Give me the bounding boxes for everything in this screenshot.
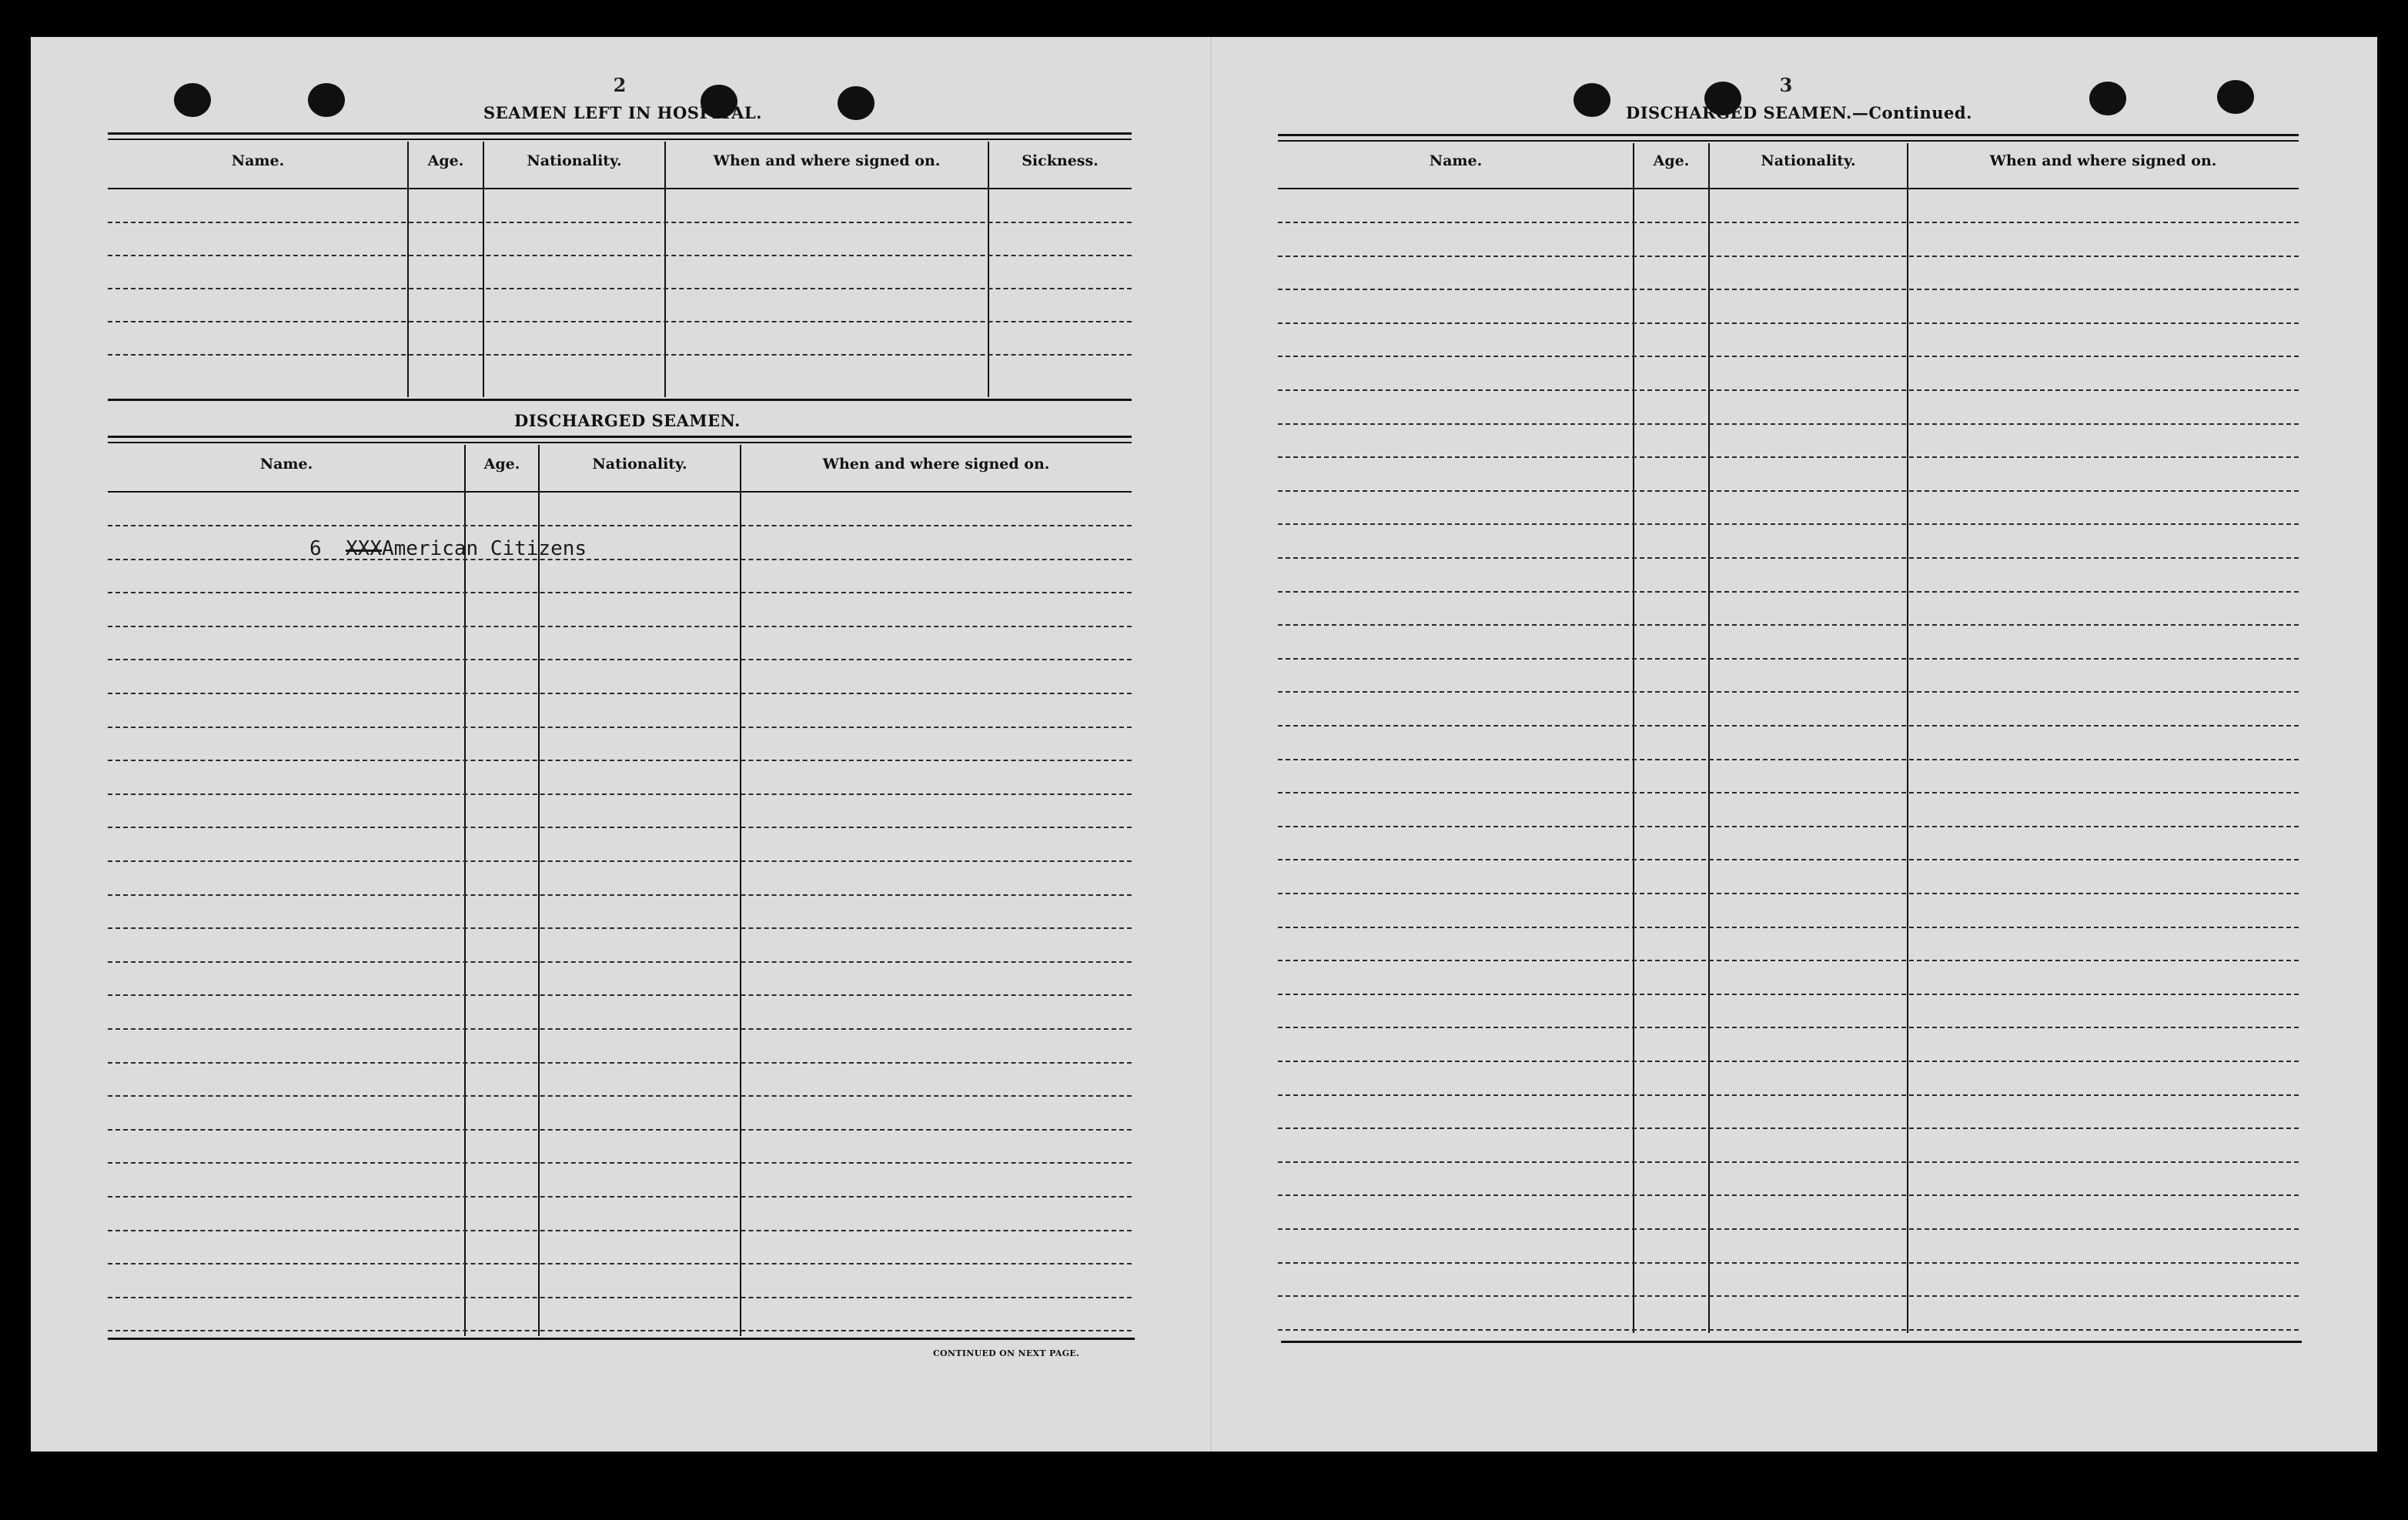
discharged-table-bottom-rule (108, 1338, 1135, 1340)
discharged-col-age: Age. (483, 456, 520, 473)
discharged-header-rule (108, 491, 1132, 493)
ruled-line (1278, 1061, 2299, 1062)
hospital-col-divider (483, 142, 484, 397)
ruled-line (1278, 423, 2299, 425)
ruled-line (108, 255, 1132, 256)
typed-entry-text: American Citizens (381, 537, 587, 560)
ruled-line (1278, 289, 2299, 290)
discharged-col-divider (464, 445, 466, 1336)
right-table-bottom-rule (1281, 1341, 2302, 1343)
ruled-line (108, 1263, 1132, 1264)
ruled-line (1278, 1295, 2299, 1297)
right-title-main: DISCHARGED SEAMEN. (1626, 103, 1852, 122)
ruled-line (108, 659, 1132, 660)
hospital-section-title: SEAMEN LEFT IN HOSPITAL. (483, 103, 762, 122)
hospital-header-rule (108, 188, 1132, 189)
ruled-line (108, 927, 1132, 929)
typed-entry (309, 537, 587, 560)
ruled-line (1278, 1329, 2299, 1331)
typed-entry-count: 6 (309, 537, 322, 560)
hospital-table-top-rule-2 (108, 139, 1132, 140)
ruled-line (108, 1297, 1132, 1298)
ruled-line (108, 1196, 1132, 1198)
ruled-line (108, 354, 1132, 356)
ruled-line (1278, 826, 2299, 827)
page-number-left: 2 (613, 74, 627, 96)
ruled-line (1278, 927, 2299, 928)
ruled-line (1278, 557, 2299, 559)
hospital-col-divider (407, 142, 409, 397)
ruled-line (1278, 893, 2299, 894)
ruled-line (108, 860, 1132, 862)
ruled-line (1278, 859, 2299, 860)
ruled-line (1278, 624, 2299, 626)
ruled-line (1278, 691, 2299, 693)
ruled-line (1278, 1161, 2299, 1163)
ruled-line (108, 793, 1132, 795)
punch-hole (1574, 83, 1610, 117)
document-sheet (31, 37, 2377, 1452)
discharged-col-signed-on: When and where signed on. (822, 456, 1050, 473)
ruled-line (1278, 960, 2299, 961)
ruled-line (108, 559, 1132, 560)
right-title-continued: —Continued. (1851, 103, 1972, 122)
ruled-line (108, 760, 1132, 761)
ruled-line (108, 1230, 1132, 1231)
ruled-line (1278, 1127, 2299, 1129)
punch-hole (2217, 80, 2254, 114)
right-col-name: Name. (1429, 152, 1483, 169)
ruled-line (1278, 389, 2299, 391)
hospital-col-name: Name. (231, 152, 285, 169)
ruled-line (1278, 256, 2299, 257)
ruled-line (1278, 356, 2299, 357)
discharged-table-top-rule-2 (108, 442, 1132, 443)
typed-entry-struck: XXX (345, 537, 382, 560)
ruled-line (108, 1330, 1132, 1331)
hospital-col-divider (988, 142, 989, 397)
ruled-line (1278, 725, 2299, 727)
ruled-line (1278, 1194, 2299, 1196)
ruled-line (1278, 1094, 2299, 1096)
ruled-line (108, 321, 1132, 322)
continued-footer: CONTINUED ON NEXT PAGE. (933, 1348, 1080, 1358)
discharged-col-name: Name. (259, 456, 313, 473)
ruled-line (108, 1162, 1132, 1164)
right-col-signed-on: When and where signed on. (1989, 152, 2217, 169)
ruled-line (1278, 658, 2299, 660)
ruled-line (108, 525, 1132, 526)
right-col-age: Age. (1653, 152, 1690, 169)
ruled-line (108, 894, 1132, 896)
hospital-table-bottom-rule (108, 399, 1132, 401)
discharged-col-divider (538, 445, 540, 1336)
right-table-top-rule-2 (1278, 140, 2299, 142)
hospital-col-signed-on: When and where signed on. (713, 152, 941, 169)
ruled-line (108, 626, 1132, 627)
discharged-col-divider (740, 445, 741, 1336)
ruled-line (108, 727, 1132, 728)
ruled-line (108, 961, 1132, 963)
punch-hole (2089, 82, 2126, 115)
ruled-line (108, 1062, 1132, 1064)
ruled-line (1278, 523, 2299, 525)
ruled-line (1278, 456, 2299, 458)
hospital-table-top-rule (108, 132, 1132, 135)
ruled-line (108, 693, 1132, 694)
page-fold (1210, 37, 1212, 1452)
punch-hole (174, 83, 211, 117)
right-section-title (1626, 103, 1972, 122)
discharged-table-top-rule (108, 436, 1132, 438)
punch-hole (838, 86, 875, 120)
discharged-section-title: DISCHARGED SEAMEN. (514, 411, 741, 430)
ruled-line (108, 1028, 1132, 1030)
ruled-line (1278, 1228, 2299, 1230)
ruled-line (108, 1095, 1132, 1097)
hospital-col-age: Age. (427, 152, 464, 169)
ruled-line (108, 592, 1132, 593)
hospital-col-sickness: Sickness. (1022, 152, 1099, 169)
hospital-col-nationality: Nationality. (527, 152, 622, 169)
right-header-rule (1278, 188, 2299, 189)
ruled-line (1278, 994, 2299, 995)
ruled-line (108, 1129, 1132, 1131)
ruled-line (1278, 591, 2299, 593)
ruled-line (108, 827, 1132, 828)
page-number-right: 3 (1779, 74, 1793, 96)
punch-hole (308, 83, 345, 117)
ruled-line (1278, 759, 2299, 760)
ruled-line (108, 288, 1132, 289)
ruled-line (108, 994, 1132, 996)
ruled-line (108, 222, 1132, 223)
ruled-line (1278, 792, 2299, 793)
right-col-nationality: Nationality. (1761, 152, 1856, 169)
ruled-line (1278, 222, 2299, 223)
right-table-top-rule (1278, 134, 2299, 136)
ruled-line (1278, 322, 2299, 324)
hospital-col-divider (664, 142, 666, 397)
ruled-line (1278, 1262, 2299, 1264)
ruled-line (1278, 490, 2299, 492)
discharged-col-nationality: Nationality. (592, 456, 687, 473)
ruled-line (1278, 1027, 2299, 1028)
